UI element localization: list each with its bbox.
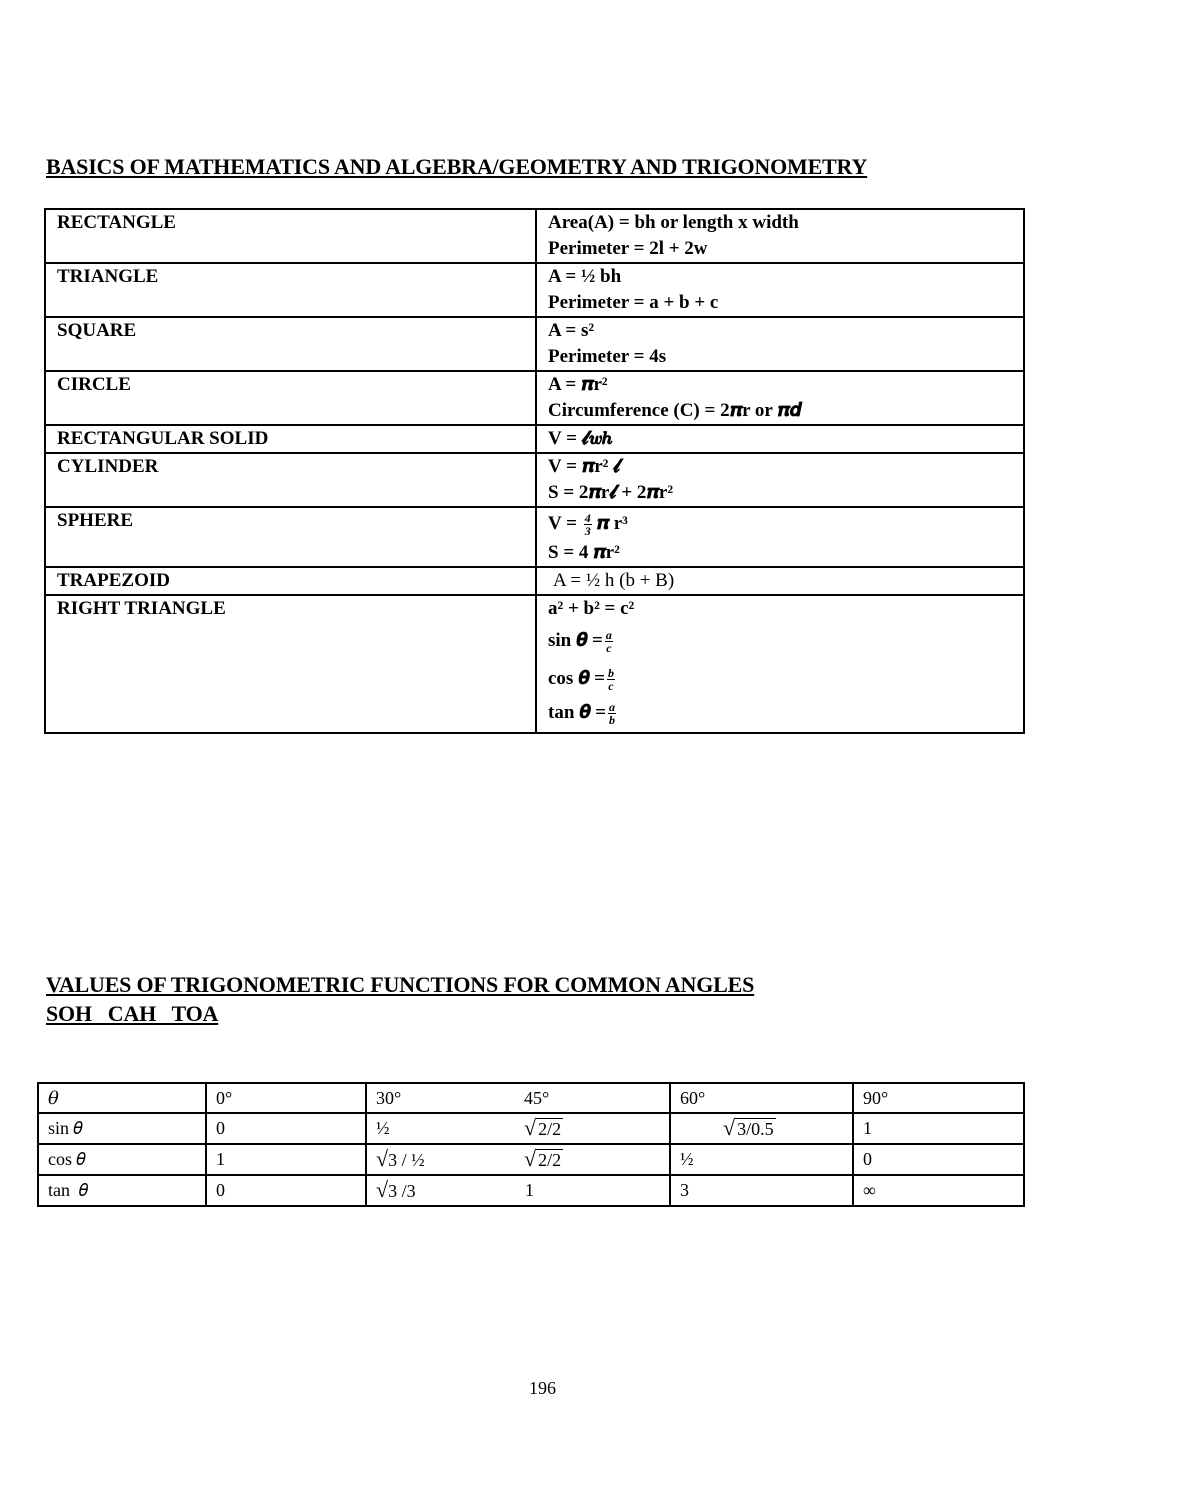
table-cell xyxy=(515,1144,670,1175)
shape-formula-table xyxy=(44,208,1025,734)
table-cell: 1 xyxy=(853,1113,1024,1144)
header-cell: 30° xyxy=(366,1083,515,1113)
table-cell: 1 xyxy=(515,1175,670,1206)
table-row xyxy=(45,263,1024,317)
trig-values-table xyxy=(37,1082,1025,1207)
shape-formula xyxy=(536,209,1024,263)
shape-formula xyxy=(536,507,1024,567)
shape-name: RECTANGULAR SOLID xyxy=(45,425,536,453)
formula-line: S = 4 𝝅r² xyxy=(548,542,620,563)
formula-text: 𝝅 r³ xyxy=(596,513,628,534)
table-row xyxy=(38,1144,1024,1175)
radicand: 2/2 xyxy=(538,1150,562,1170)
formula-line: Area(A) = bh or length x width xyxy=(548,212,799,233)
radical xyxy=(524,1146,563,1171)
shape-name: SPHERE xyxy=(45,507,536,567)
header-cell: 0° xyxy=(206,1083,366,1113)
formula-line: Perimeter = 4s xyxy=(548,346,667,367)
header-cell-theta: 𝜃 xyxy=(38,1083,206,1113)
table-row xyxy=(45,453,1024,507)
fraction-numerator: b xyxy=(607,666,614,681)
table-row xyxy=(38,1083,1024,1113)
table-cell: 0 xyxy=(853,1144,1024,1175)
page-number: 196 xyxy=(529,1378,556,1398)
shape-name: RECTANGLE xyxy=(45,209,536,263)
table-cell: 1 xyxy=(206,1144,366,1175)
table-cell: 0 xyxy=(206,1113,366,1144)
shape-name: TRIANGLE xyxy=(45,263,536,317)
fraction-numerator: a xyxy=(609,700,616,715)
formula-line xyxy=(548,660,1012,698)
formula-line: a² + b² = c² xyxy=(548,598,635,619)
table-row xyxy=(38,1113,1024,1144)
formula-text: cos 𝜽 = xyxy=(548,668,605,689)
header-cell: 60° xyxy=(670,1083,853,1113)
radical xyxy=(376,1146,425,1171)
radicand: 3/0.5 xyxy=(737,1119,774,1139)
fraction-numerator: a xyxy=(605,628,612,643)
table-row xyxy=(45,595,1024,733)
formula-text: tan 𝜽 = xyxy=(548,702,607,723)
row-label: sin 𝜃 xyxy=(38,1113,206,1144)
header-cell: 90° xyxy=(853,1083,1024,1113)
table-cell xyxy=(366,1144,515,1175)
sqrt-symbol: √ xyxy=(524,1115,537,1140)
radicand: 3 / ½ xyxy=(388,1150,425,1170)
formula-line xyxy=(548,508,1012,540)
formula-text: sin 𝜽 = xyxy=(548,630,603,651)
table-cell xyxy=(515,1113,670,1144)
section-title-basics: BASICS OF MATHEMATICS AND ALGEBRA/GEOMETRY AND TRIGONOMETRY xyxy=(46,154,868,179)
table-row xyxy=(45,507,1024,567)
shape-name: CYLINDER xyxy=(45,453,536,507)
header-cell: 45° xyxy=(515,1083,670,1113)
formula-line: V = 𝝅r² 𝓵 xyxy=(548,456,621,477)
radicand: 2/2 xyxy=(538,1119,562,1139)
fraction-denominator: b xyxy=(609,713,616,728)
fraction-denominator: c xyxy=(608,679,614,694)
formula-line: A = ½ bh xyxy=(548,266,622,287)
sqrt-symbol: √ xyxy=(376,1146,389,1171)
shape-formula xyxy=(536,317,1024,371)
row-label: tan 𝜃 xyxy=(38,1175,206,1206)
formula-line: Perimeter = a + b + c xyxy=(548,292,719,313)
fraction xyxy=(608,701,616,726)
table-row xyxy=(45,371,1024,425)
sqrt-symbol: √ xyxy=(376,1177,389,1202)
fraction xyxy=(584,512,592,537)
shape-name: TRAPEZOID xyxy=(45,567,536,595)
shape-formula xyxy=(536,595,1024,733)
formula-line: A = ½ h (b + B) xyxy=(553,570,675,591)
table-cell xyxy=(670,1113,853,1144)
formula-line xyxy=(548,622,1012,660)
shape-name: SQUARE xyxy=(45,317,536,371)
table-row xyxy=(45,209,1024,263)
table-cell xyxy=(366,1175,515,1206)
shape-name: RIGHT TRIANGLE xyxy=(45,595,536,733)
fraction xyxy=(607,667,615,692)
fraction-denominator: c xyxy=(606,641,612,656)
shape-formula xyxy=(536,263,1024,317)
formula-text: V = xyxy=(548,513,582,534)
sqrt-symbol: √ xyxy=(723,1115,736,1140)
table-cell: ∞ xyxy=(853,1175,1024,1206)
formula-line xyxy=(548,698,1012,728)
shape-formula xyxy=(536,425,1024,453)
table-row xyxy=(45,567,1024,595)
table-cell: ½ xyxy=(670,1144,853,1175)
formula-line: Circumference (C) = 2𝝅r or 𝝅𝒅 xyxy=(548,400,802,421)
radicand: 3 /3 xyxy=(388,1181,416,1201)
table-cell: 0 xyxy=(206,1175,366,1206)
radical xyxy=(524,1115,563,1140)
section-title-trig-values: VALUES OF TRIGONOMETRIC FUNCTIONS FOR COMMON ANGLES xyxy=(46,972,755,997)
formula-line: A = s² xyxy=(548,320,595,341)
table-row xyxy=(45,425,1024,453)
sqrt-symbol: √ xyxy=(524,1146,537,1171)
table-row xyxy=(38,1175,1024,1206)
table-row xyxy=(45,317,1024,371)
radical xyxy=(723,1115,776,1140)
formula-line: A = 𝝅r² xyxy=(548,374,608,395)
formula-line: S = 2𝝅r𝓵 + 2𝝅r² xyxy=(548,482,674,503)
formula-line: V = 𝓵𝒘𝒉 xyxy=(548,428,613,449)
shape-name: CIRCLE xyxy=(45,371,536,425)
fraction-numerator: 4 xyxy=(584,511,591,526)
mnemonic-title: SOH CAH TOA xyxy=(46,1001,219,1026)
table-cell: ½ xyxy=(366,1113,515,1144)
fraction xyxy=(605,629,613,654)
fraction-denominator: 3 xyxy=(584,524,591,539)
formula-line: Perimeter = 2l + 2w xyxy=(548,238,708,259)
table-cell: 3 xyxy=(670,1175,853,1206)
shape-formula xyxy=(536,371,1024,425)
radical xyxy=(376,1177,416,1202)
shape-formula xyxy=(536,453,1024,507)
row-label: cos 𝜃 xyxy=(38,1144,206,1175)
shape-formula xyxy=(536,567,1024,595)
